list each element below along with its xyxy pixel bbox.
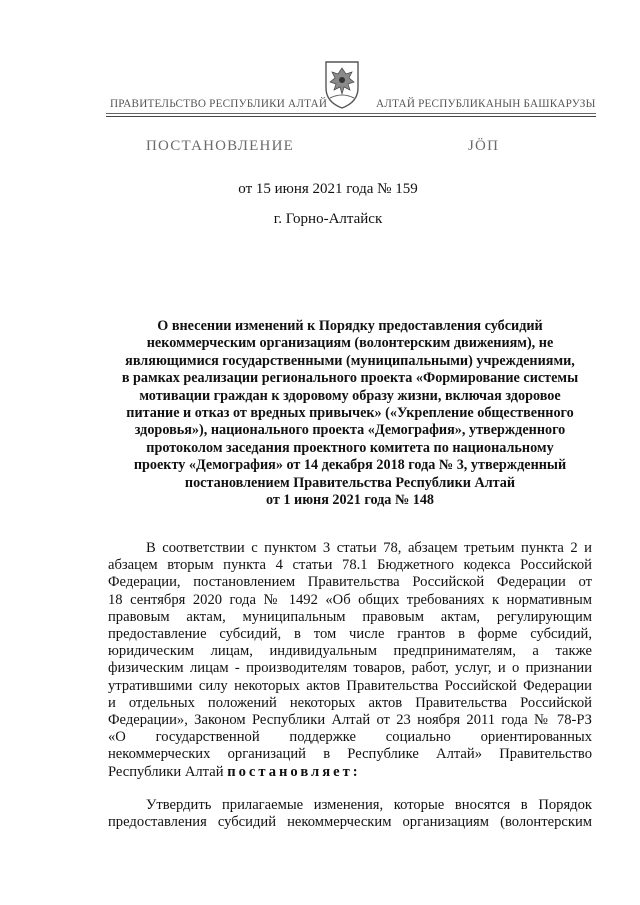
title-line: проекту «Демография» от 14 декабря 2018 года № 3, утвержденный [133, 457, 567, 474]
paragraph-line: предоставления субсидий некоммерческим организациям (волонтерским [108, 814, 592, 831]
header-rule-thick [106, 116, 596, 117]
paragraph-line: Федерации», Законом Республики Алтай от 23 ноября 2011 года № 78-РЗ [108, 712, 592, 729]
title-line: являющимися государственными (муниципальными) учреждениями, [125, 352, 575, 369]
paragraph-line: Утвердить прилагаемые изменения, которые вносятся в Порядок [146, 797, 592, 813]
title-line: в рамках реализации регионального проекта «Формирование системы [121, 370, 579, 387]
paragraph-line: физическим лицам - производителям товаров, работ, услуг, и о признании [108, 660, 592, 677]
paragraph-line: абзацем вторым пункта 4 статьи 78.1 Бюджетного кодекса Российской [108, 557, 592, 574]
paragraph-line: правовым актам, муниципальным правовым актам, регулирующим [108, 608, 592, 625]
header-government-name-altai: АЛТАЙ РЕСПУБЛИКАНЫН БАШКАРУЗЫ [376, 98, 596, 110]
title-line: от 1 июня 2021 года № 148 [265, 492, 435, 509]
header-rule-thin [106, 113, 596, 114]
document-city: г. Горно-Алтайск [273, 211, 383, 227]
document-date-number: от 15 июня 2021 года № 159 [238, 181, 418, 197]
document-type-label: ПОСТАНОВЛЕНИЕ [146, 138, 294, 154]
paragraph-line: предоставление субсидий, в том числе грантов в форме субсидий, [108, 626, 592, 643]
resolution-prefix: Республики Алтай [108, 763, 228, 780]
paragraph-line: и отдельных положений некоторых актов Правительства Российской [108, 694, 592, 711]
header-government-name: ПРАВИТЕЛЬСТВО РЕСПУБЛИКИ АЛТАЙ [110, 98, 328, 110]
paragraph-line: В соответствии с пунктом 3 статьи 78, абзацем третьим пункта 2 и [146, 540, 592, 556]
title-line: здоровья»), национального проекта «Демография», утвержденного [134, 422, 566, 439]
paragraph-line: некоммерческих организаций в Республике Алтай» Правительство [108, 746, 592, 763]
paragraph-line: юридическим лицам, индивидуальным предпринимателям, а также [108, 643, 592, 660]
paragraph-line-resolution [108, 764, 592, 781]
title-line: протоколом заседания проектного комитета по национальному [146, 439, 554, 456]
body-paragraph-decision [108, 797, 592, 831]
paragraph-line: Федерации, постановлением Правительства Российской Федерации от [108, 574, 592, 591]
title-line: постановлением Правительства Республики Алтай [184, 474, 516, 491]
title-line: некоммерческим организациям (волонтерским движениям), не [146, 335, 554, 352]
document-title [110, 318, 590, 509]
title-line: О внесении изменений к Порядку предоставления субсидий [157, 318, 543, 334]
paragraph-line: утратившими силу некоторых актов Правительства Российской Федерации [108, 677, 592, 694]
body-paragraph-preamble [108, 540, 592, 781]
document-type-label-altai: ЈÖП [468, 138, 500, 154]
title-line: питание и отказ от вредных привычек» («Укрепление общественного [126, 405, 574, 422]
paragraph-line: 18 сентября 2020 года № 1492 «Об общих требованиях к нормативным [108, 591, 592, 608]
resolution-keyword: постановляет: [227, 763, 361, 780]
paragraph-line: «О государственной поддержке социально ориентированных [108, 729, 592, 746]
title-line: мотивации граждан к здоровому образу жизни, включая здоровое [139, 387, 561, 404]
